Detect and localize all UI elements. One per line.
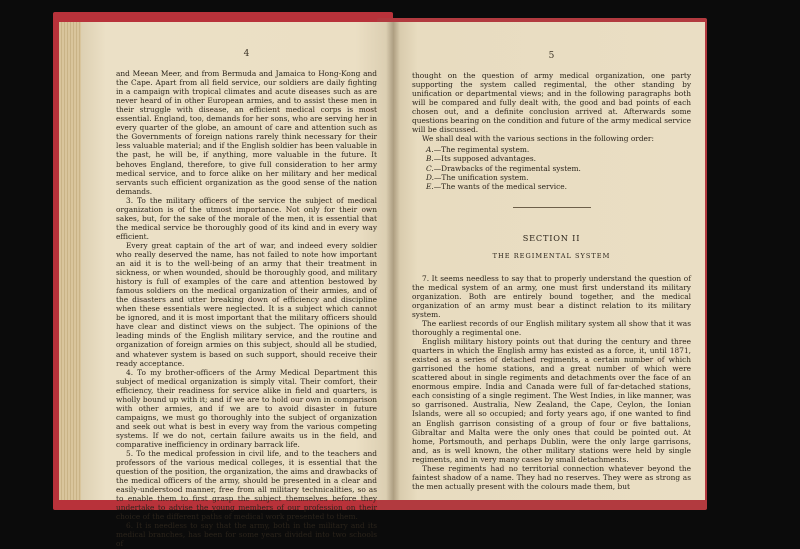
contents-list [426,145,691,190]
right-intro-paragraph: thought on the question of army medical organization, one party supporting the system called regimental, the other standing by unification or departmental views; and in the following paragraphs both will be compared and fully dealt with, the good and bad points of each chosen out, and a definite conclusion arrived at. Afterwards some questions bearing on the condition and future of the army medical service will be discussed. [412,71,691,135]
contents-item: D.—The unification system. [426,172,529,182]
right-page [393,22,705,500]
left-paragraph: and Meean Meer, and from Bermuda and Jamaica to Hong-Kong and the Cape. Apart from all field service, our soldiers are daily fighting in a campaign with tropical climates and acute diseases such as are never heard of in other European armies, and to assist these men in their struggle with disease, an efficient medical corps is most essential. England, too, demands for her sons, who are serving her in every quarter of the globe, an amount of care and attention such as the Governments of foreign nations rarely think necessary for their less valuable material; and if the English soldier has been valuable in the past, he will be, if anything, more valuable in the future. It behoves England, therefore, to give full consideration to her army medical service, and to force alike on her military and her medical servants such efficient organization as the good sense of the nation demands. [116,69,377,196]
section-divider [513,207,591,208]
right-paragraph: The earliest records of our English military system all show that it was thoroughly a regimental one. [412,318,691,338]
contents-item: E.—The wants of the medical service. [426,181,567,191]
right-paragraph: English military history points out that during the century and three quarters in which the English army has existed as a force, it, until 1871, existed as a series of detached regiments, a certain number of which garrisoned the home stations, and a great number of which were scattered about in single regiments and detachments over the face of an enormous empire. India and Canada were full of far-detached stations, each consisting of a single regiment. The West Indies, in like manner, was so garrisoned. Australia, New Zealand, the Cape, Ceylon, the Ionian Islands, were all so occupied; and forty years ago, if one wanted to find an English garrison consisting of a group of four or five battalions, Gibraltar and Malta were the only ones that could be pointed out. At home, Portsmouth, and perhaps Dublin, were the only large garrisons, and, as is well known, the other military stations were held by single regiments, and in very many cases by small detachments. [412,337,691,464]
left-paragraph: 5. To the medical profession in civil life, and to the teachers and professors of the various medical colleges, it is essential that the question of the position, the organization, the aims and drawbacks of the medical officers of the army, should be presented in a clear and easily-understood manner, free from all military technicalities, so as to enable them to first grasp the subject themselves before they undertake to advise the young members of our profession on their choice of the different paths of medical work presented to them. [116,449,377,522]
right-page-number: 5 [548,51,555,61]
contents-intro: We shall deal with the various sections in the following order: [422,134,654,144]
left-paragraph: Every great captain of the art of war, and indeed every soldier who really deserved the name, has not failed to note how important an aid it is to the well-being of an army that their treatment in sickness, or when wounded, should be thoroughly good, and military history is full of examples of the care and attention bestowed by famous soldiers on the medical organization of their armies, and of the disasters and utter breaking down of efficiency and discipline when these essentials were neglected. It is a subject which cannot be ignored, and it is most important that the military officers should have clear and distinct views on the subject. The opinions of the leading minds of the English military service, and the routine and organization of foreign armies on this subject, should all be studied, and whatever system is based on such support, should receive their ready acceptance. [116,240,377,368]
left-page-number: 4 [243,49,250,59]
left-paragraph: 3. To the military officers of the service the subject of medical organization is of the utmost importance. Not only for their own sakes, but, for the sake of the morale of the men, it is essential that the medical service be thoroughly good of its kind and in every way efficient. [116,195,377,241]
right-paragraph: 7. It seems needless to say that to properly understand the question of the medical system of an army, one must first understand its military organization. Both are entirely bound together, and the medical organization of an army must bear a distinct relation to its military system. [412,273,691,319]
left-paragraph: 4. To my brother-officers of the Army Medical Department this subject of medical organization is simply vital. Their comfort, their efficiency, their readiness for service alike in field and quarters, is wholly bound up with it; and if we are to hold our own in comparison with other armies, and if we are to avoid disaster in future campaigns, we must go thoroughly into the subject of organization and seek out what is best in every way from the various competing systems. If we do not, certain failure awaits us in the field, and comparative inefficiency in ordinary barrack life. [116,367,377,449]
open-book [53,12,707,549]
contents-item: A.—The regimental system. [426,145,530,155]
right-paragraph: These regiments had no territorial connection whatever beyond the faintest shadow of a name. They had no reserves. They were as strong as the men actually present with the colours made them, but [412,463,691,491]
section-title: SECTION II [522,232,581,243]
contents-item: C.—Drawbacks of the regimental system. [426,163,581,173]
contents-item: B.—Its supposed advantages. [426,154,537,164]
book-gutter [386,22,400,500]
section-subtitle: THE REGIMENTAL SYSTEM [492,251,611,260]
left-page [81,22,393,549]
left-paragraph: 6. It is needless to say that the army, both in the military and its medical branches, has been for some years divided into two schools of [116,521,377,549]
